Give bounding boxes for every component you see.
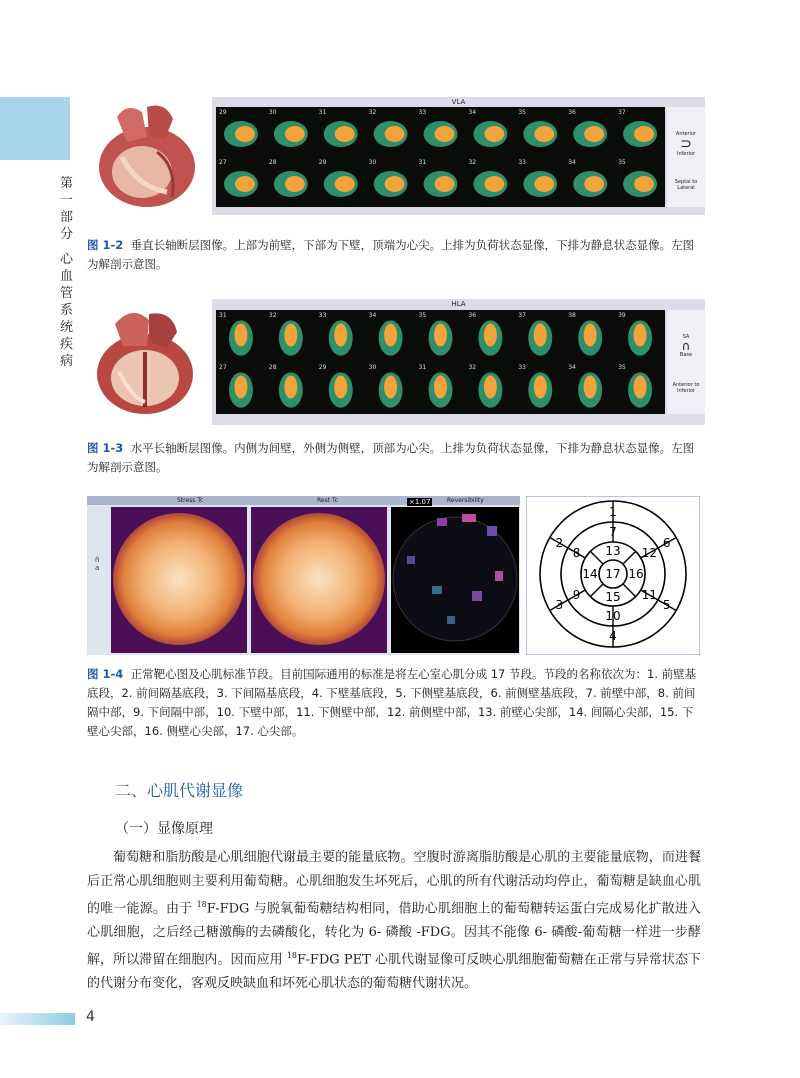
frame-number: 31 xyxy=(418,364,427,371)
scan-frame xyxy=(319,364,353,408)
figure-1-3-caption xyxy=(87,439,702,477)
scan-frame xyxy=(269,312,303,356)
frame-number: 36 xyxy=(468,312,477,319)
frame-number: 33 xyxy=(518,159,526,166)
reversibility-title: Reversibility xyxy=(447,497,484,504)
chapter-color-tab xyxy=(0,97,70,160)
segment-label-3: 3 xyxy=(555,598,564,612)
segment-label-1: 1 xyxy=(609,505,617,519)
segment-label-14: 14 xyxy=(582,567,598,581)
orient-septal-lateral: Septal to Lateral xyxy=(674,179,698,191)
scan-frame xyxy=(468,109,507,147)
frame-number: 32 xyxy=(268,312,277,319)
frame-number: 30 xyxy=(368,364,377,371)
scan-frame xyxy=(568,364,602,408)
hla-image-strip xyxy=(216,310,665,414)
orient-anterior: Anterior xyxy=(675,131,697,137)
frame-number: 33 xyxy=(318,312,327,319)
orient-anterior-inferior: Anterior to Inferior xyxy=(672,382,700,394)
figure-1-4-text: 正常靶心图及心肌标准节段。目前国际通用的标准是将左心室心肌分成 17 节段。节段的名称依次为：1. 前壁基底段，2. 前间隔基底段，3. 下间隔基底段，4. 下壁基底段，5. 下侧壁基底段，6. 前侧壁基底段，7. 前壁中部，8. 前间隔中部，9. 下间隔中部，10. 下壁中部，11. 下侧壁中部，12. 前侧壁中部，13. 前壁心尖部，14. 间隔心尖部，15. 下壁心尖部，16. 侧壁心尖部，17. 心尖部。 xyxy=(87,667,697,738)
page-number: 4 xyxy=(86,1009,95,1025)
frame-number: 33 xyxy=(418,109,427,116)
frame-number: 38 xyxy=(568,312,576,319)
frame-number: 35 xyxy=(618,364,626,371)
scan-frame xyxy=(319,109,358,147)
scan-frame xyxy=(369,312,403,356)
segment-label-12: 12 xyxy=(641,546,658,560)
frame-number: 27 xyxy=(219,159,227,166)
frame-number: 36 xyxy=(568,109,576,116)
frame-number: 27 xyxy=(219,364,227,371)
figure-1-2-label: 图 1-2 xyxy=(87,238,124,252)
scan-frame xyxy=(319,159,358,197)
frame-number: 30 xyxy=(268,109,277,116)
figure-1-4-label: 图 1-4 xyxy=(87,667,124,681)
frame-number: 29 xyxy=(318,159,327,166)
chapter-label: 心血管系统疾病 xyxy=(60,252,74,369)
segment-label-5: 5 xyxy=(662,598,671,612)
frame-number: 28 xyxy=(268,364,277,371)
hla-panel-title: HLA xyxy=(451,300,466,308)
scan-frame xyxy=(369,364,403,408)
polar-map-panel xyxy=(87,496,520,655)
subsection-title: （一）显像原理 xyxy=(115,821,213,837)
scale-factor: ×1.07 xyxy=(409,498,431,506)
body-part-2: F-FDG 与脱氧葡萄糖结构相同，借助心肌细胞上的葡萄糖转运蛋白完成易化扩散进入心肌细胞，之后经己糖激酶的去磷酸化，转化为 6- 磷酸 -FDG。因其不能像 6- 磷酸-葡萄糖一样进一步酵解，所以滞留在细胞内。因而应用 xyxy=(87,901,701,968)
stress-title: Stress Tc xyxy=(177,497,204,504)
scan-frame xyxy=(468,159,507,197)
frame-number: 34 xyxy=(368,312,377,319)
scan-frame xyxy=(518,109,557,147)
orient-base: Base xyxy=(679,352,693,358)
segment-label-7: 7 xyxy=(609,525,617,539)
scan-frame xyxy=(219,159,258,197)
frame-number: 37 xyxy=(518,312,526,319)
frame-number: 32 xyxy=(468,159,477,166)
orient-sa: SA xyxy=(682,334,690,340)
scan-frame xyxy=(618,159,657,197)
frame-number: 35 xyxy=(618,159,626,166)
scan-frame xyxy=(219,109,258,147)
frame-number: 39 xyxy=(618,312,626,319)
frame-number: 31 xyxy=(219,312,227,319)
footer-gradient-bar xyxy=(0,1013,75,1025)
segment-label-11: 11 xyxy=(641,588,658,602)
orient-inferior: Inferior xyxy=(676,151,696,157)
scan-frame xyxy=(568,159,607,197)
scan-frame xyxy=(518,312,552,356)
figure-1-2-text: 垂直长轴断层图像。上部为前壁，下部为下壁，顶端为心尖。上排为负荷状态显像，下排为静息状态显像。左图为解剖示意图。 xyxy=(87,238,695,271)
scan-frame xyxy=(618,364,652,408)
side-marker: ñ a xyxy=(95,556,100,572)
stress-polar-map xyxy=(113,513,245,645)
hla-orientation-legend xyxy=(667,310,705,414)
figure-1-4-caption xyxy=(87,665,702,741)
scan-frame xyxy=(419,312,453,356)
orient-cup-icon: ⊃ xyxy=(680,136,692,152)
segment-label-15: 15 xyxy=(605,590,621,604)
scan-frame xyxy=(618,312,652,356)
segment-label-6: 6 xyxy=(662,536,671,550)
frame-number: 30 xyxy=(368,159,377,166)
figure-1-2-caption xyxy=(87,236,702,274)
frame-number: 35 xyxy=(518,109,526,116)
scan-frame xyxy=(219,312,253,356)
scan-frame xyxy=(219,364,253,408)
body-part-1: 葡萄糖和脂肪酸是心肌细胞代谢最主要的能量底物。空腹时游离脂肪酸是心肌的主要能量底物，而进餐后正常心肌细胞则主要利用葡萄糖。心肌细胞发生坏死后，心肌的所有代谢活动均停止，葡萄糖是缺血心肌的唯一能源。由于 xyxy=(87,850,701,917)
heart-anatomy-vla-image xyxy=(87,97,202,215)
section-title: 二、心肌代谢显像 xyxy=(115,781,244,800)
scan-frame xyxy=(319,312,353,356)
superscript-18-a: 18 xyxy=(196,900,207,909)
frame-number: 32 xyxy=(368,109,377,116)
segment-label-13: 13 xyxy=(605,544,621,558)
figure-1-3-text: 水平长轴断层图像。内侧为间壁，外侧为侧壁，顶部为心尖。上排为负荷状态显像，下排为静息状态显像。左图为解剖示意图。 xyxy=(87,441,695,474)
frame-number: 29 xyxy=(318,364,327,371)
hla-scan-panel xyxy=(212,299,705,425)
segment-label-4: 4 xyxy=(609,629,617,643)
scan-frame xyxy=(568,109,607,147)
scan-frame xyxy=(419,364,453,408)
figure-1-3-label: 图 1-3 xyxy=(87,441,124,455)
scan-frame xyxy=(518,364,552,408)
rest-title: Rest Tc xyxy=(317,497,338,504)
scan-frame xyxy=(468,312,502,356)
orient-cap-icon: ∩ xyxy=(681,339,691,353)
segment-label-2: 2 xyxy=(555,536,564,550)
bullseye-17-segment-diagram xyxy=(526,496,700,655)
vla-image-strip xyxy=(216,107,665,207)
frame-number: 34 xyxy=(568,364,576,371)
frame-number: 28 xyxy=(268,159,277,166)
scan-frame xyxy=(568,312,602,356)
scan-frame xyxy=(468,364,502,408)
scan-frame xyxy=(518,159,557,197)
part-label: 第一部分 xyxy=(60,176,74,242)
superscript-18-b: 18 xyxy=(286,951,298,961)
segment-label-17: 17 xyxy=(605,567,621,581)
scan-frame xyxy=(618,109,657,147)
rest-polar-map xyxy=(253,513,385,645)
scan-frame xyxy=(369,109,408,147)
frame-number: 34 xyxy=(468,109,477,116)
segment-label-16: 16 xyxy=(628,567,644,581)
body-part-3: F-FDG PET 心肌代谢显像可反映心肌细胞葡萄糖在正常与异常状态下的代谢分布变化，客观反映缺血和坏死心肌状态的葡萄糖代谢状况。 xyxy=(87,952,701,992)
scan-frame xyxy=(269,364,303,408)
segment-label-9: 9 xyxy=(572,588,581,602)
frame-number: 37 xyxy=(618,109,626,116)
segment-label-10: 10 xyxy=(605,609,621,623)
frame-number: 33 xyxy=(518,364,526,371)
frame-number: 34 xyxy=(568,159,576,166)
vla-orientation-legend xyxy=(667,107,705,207)
heart-anatomy-hla-image xyxy=(87,302,202,420)
scan-frame xyxy=(269,109,308,147)
frame-number: 32 xyxy=(468,364,477,371)
vla-panel-title: VLA xyxy=(451,98,466,106)
segment-label-8: 8 xyxy=(572,546,581,560)
frame-number: 35 xyxy=(418,312,427,319)
frame-number: 29 xyxy=(219,109,227,116)
side-part-label xyxy=(60,175,74,370)
frame-number: 31 xyxy=(418,159,427,166)
frame-number: 31 xyxy=(318,109,327,116)
body-paragraph xyxy=(87,846,701,996)
scan-frame xyxy=(369,159,408,197)
vla-scan-panel xyxy=(212,97,705,215)
scan-frame xyxy=(269,159,308,197)
scan-frame xyxy=(419,109,458,147)
scan-frame xyxy=(419,159,458,197)
